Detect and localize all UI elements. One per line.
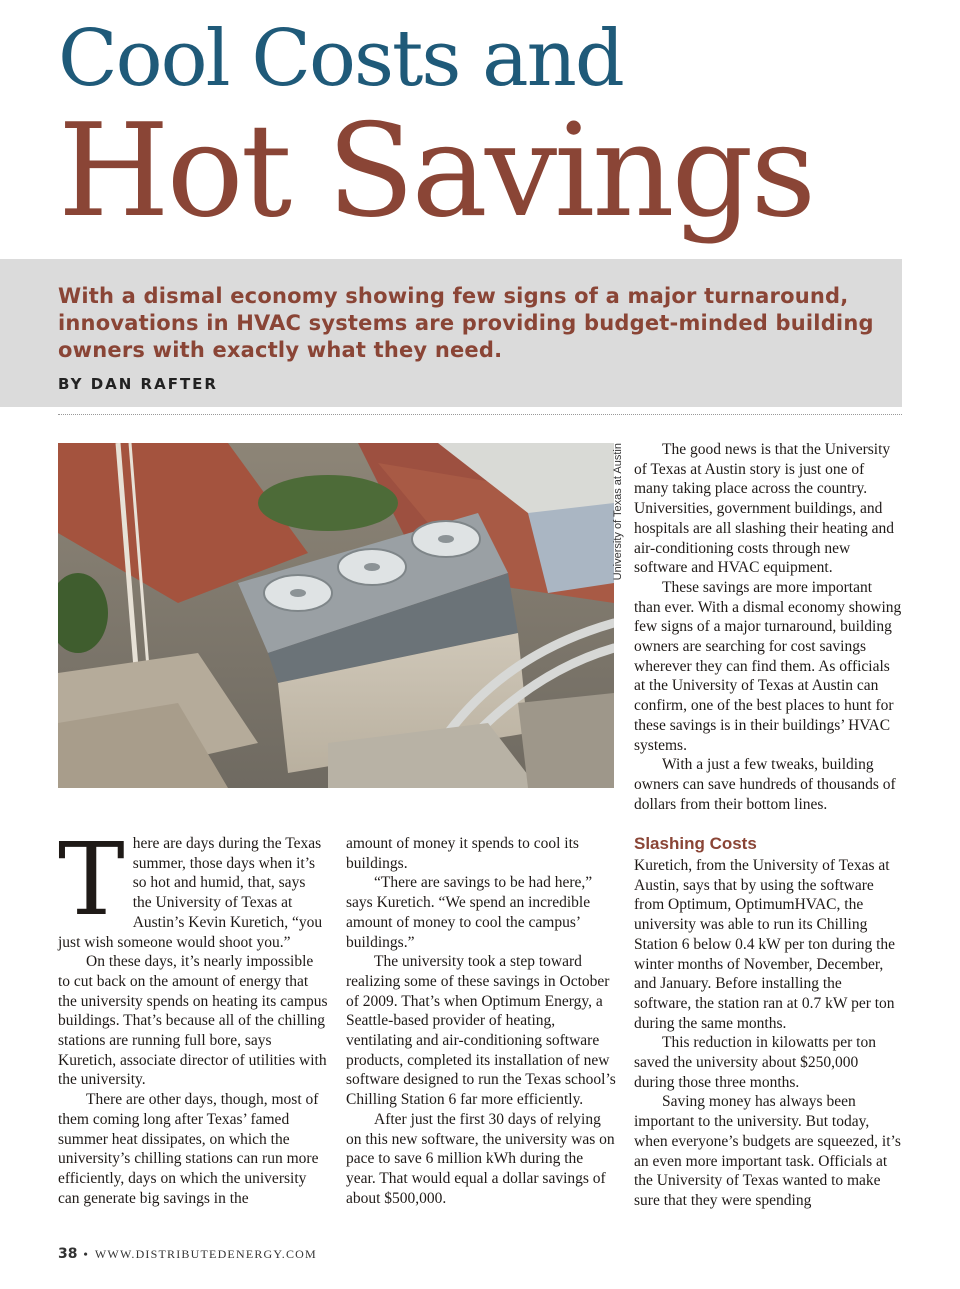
folio-separator: • — [83, 1247, 89, 1261]
deck-text: With a dismal economy showing few signs of a major turnaround, innovations in HVAC systems are providing budget-minded building owners with exactly what they need. — [58, 284, 874, 362]
headline-line-1: Cool Costs and — [58, 14, 623, 104]
page-number: 38 — [58, 1246, 78, 1262]
column-2 — [346, 834, 616, 1208]
paragraph: The good news is that the University of Texas at Austin story is just one of many taking place across the country. Universities, government buildings, and hospitals are all slashing their heating and air-conditioning costs through new software and HVAC equipment. — [634, 441, 894, 577]
subhead: Slashing Costs — [634, 834, 757, 853]
paragraph: Kuretich, from the University of Texas at Austin, says that by using the software from Optimum, OptimumHVAC, the university was able to run its Chilling Station 6 below 0.4 kW per ton during the winter months of November, December, and January. Before installing the software, the station ran at 0.7 kW per ton during the same months. — [634, 857, 896, 1032]
paragraph: The university took a step toward realizing some of these savings in October of 2009. That’s when Optimum Energy, a Seattle-based provider of heating, ventilating and air-conditioning software products, completed its installation of new software designed to run the Texas school’s Chilling Station 6 far more efficiently. — [346, 953, 616, 1109]
lead-text: here are days during the Texas summer, those days when it’s so hot and humid, that, says the University of Texas at Austin’s Kevin Kuretich, “you just wish someone would shoot you.” — [58, 835, 323, 951]
paragraph: These savings are more important than ever. With a dismal economy showing few signs of a major turnaround, building owners are searching for cost savings wherever they can find them. As officials at the University of Texas at Austin can confirm, one of the best places to hunt for these savings is in their buildings’ HVAC systems. — [634, 578, 902, 754]
column-right-top — [634, 440, 902, 814]
byline: BY DAN RAFTER — [58, 375, 218, 393]
divider-rule — [58, 414, 902, 415]
paragraph: After just the first 30 days of relying on this new software, the university was on pace to save 6 million kWh during the year. That would equal a dollar savings of about $500,000. — [346, 1110, 615, 1207]
paragraph: There are other days, though, most of them coming long after Texas’ famed summer heat dissipates, on which the university’s chilling stations can run more efficiently, days on which the university can generate big savings in the — [58, 1091, 319, 1207]
paragraph: Saving money has always been important to the university. But today, when everyone’s budgets are squeezed, it’s an even more important task. Officials at the University of Texas wanted to make sure that they were spending — [634, 1093, 901, 1209]
paragraph-lead — [58, 821, 328, 952]
deck-banner — [0, 259, 902, 407]
column-1 — [58, 821, 328, 1208]
paragraph: “There are savings to be had here,” says Kuretich. “We spend an incredible amount of money to cool the campus’ buildings.” — [346, 874, 593, 951]
drop-cap: T — [58, 821, 125, 938]
article-photo — [58, 443, 614, 788]
paragraph: amount of money it spends to cool its buildings. — [346, 835, 579, 872]
website-url: WWW.DISTRIBUTEDENERGY.COM — [94, 1247, 317, 1261]
column-4 — [634, 834, 902, 1211]
headline-line-2: Hot Savings — [58, 97, 814, 246]
paragraph: This reduction in kilowatts per ton saved the university about $250,000 during those three months. — [634, 1034, 876, 1091]
paragraph: With a just a few tweaks, building owners can save hundreds of thousands of dollars from their bottom lines. — [634, 756, 896, 813]
photo-credit: University of Texas at Austin — [612, 443, 624, 581]
folio — [58, 1246, 317, 1262]
paragraph: On these days, it’s nearly impossible to cut back on the amount of energy that the university spends on heating its campus buildings. That’s because all of the chilling stations are running full bore, says Kuretich, associate director of utilities with the university. — [58, 953, 328, 1089]
